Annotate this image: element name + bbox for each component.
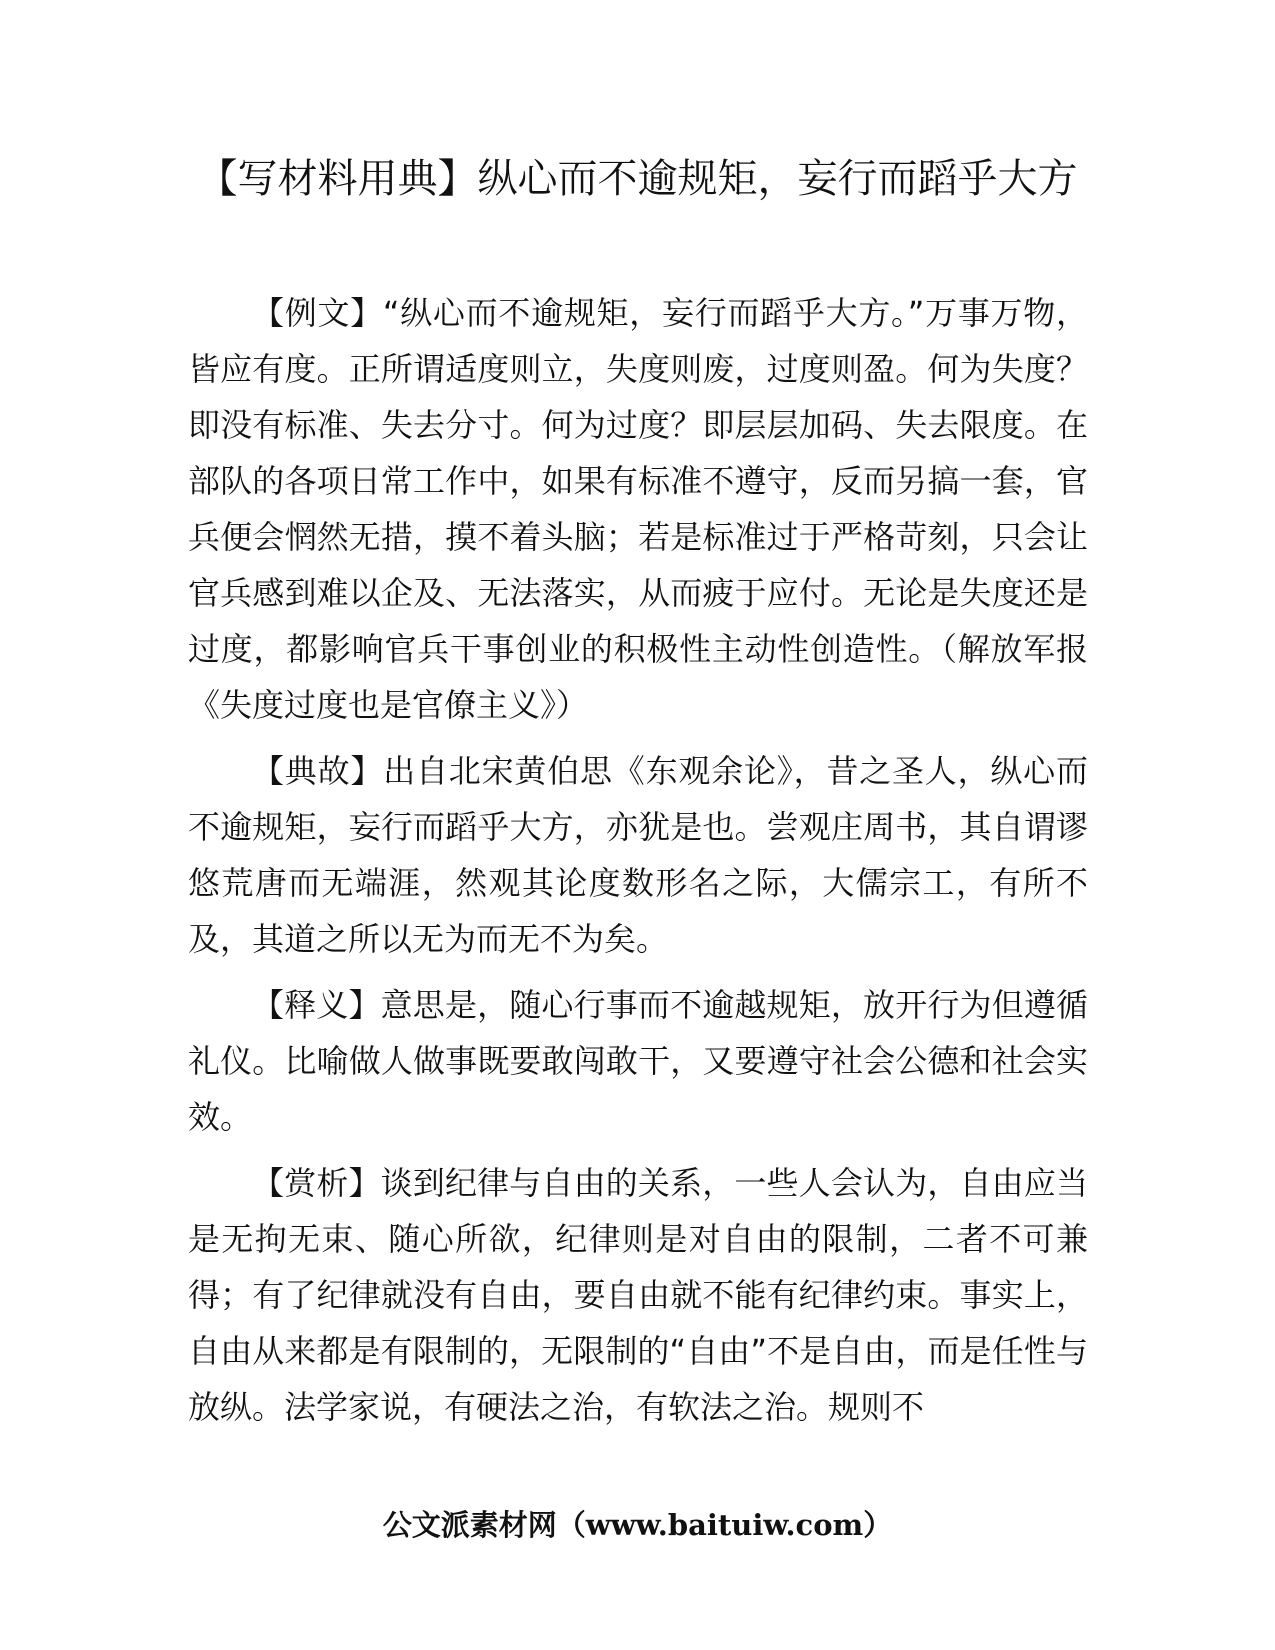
paragraph-allusion: 【典故】出自北宋黄伯思《东观余论》，昔之圣人，纵心而不逾规矩，妄行而蹈乎大方，亦犹是也。尝观庄周书，其自谓谬悠荒唐而无端涯，然观其论度数形名之际，大儒宗工，有所不及，其道之所以无为而无不为矣。 — [188, 752, 1088, 958]
paragraph-meaning: 【释义】意思是，随心行事而不逾越规矩，放开行为但遵循礼仪。比喻做人做事既要敢闯敢干，又要遵守社会公德和社会实效。 — [188, 986, 1088, 1136]
document-body — [188, 285, 1088, 1445]
document-title: 【写材料用典】纵心而不逾规矩，妄行而蹈乎大方 — [197, 156, 1078, 202]
paragraph-appreciation: 【赏析】谈到纪律与自由的关系，一些人会认为，自由应当是无拘无束、随心所欲，纪律则是对自由的限制，二者不可兼得；有了纪律就没有自由，要自由就不能有纪律约束。事实上，自由从来都是有限制的，无限制的“自由”不是自由，而是任性与放纵。法学家说，有硬法之治，有软法之治。规则不 — [188, 1164, 1088, 1426]
page-footer: 公文派素材网（www.baituiw.com） — [382, 1508, 893, 1542]
paragraph-example: 【例文】“纵心而不逾规矩，妄行而蹈乎大方。”万事万物，皆应有度。正所谓适度则立，失度则废，过度则盈。何为失度？即没有标准、失去分寸。何为过度？即层层加码、失去限度。在部队的各项日常工作中，如果有标准不遵守，反而另搞一套，官兵便会惘然无措，摸不着头脑；若是标准过于严格苛刻，只会让官兵感到难以企及、无法落实，从而疲于应付。无论是失度还是过度，都影响官兵干事创业的积极性主动性创造性。（解放军报《失度过度也是官僚主义》） — [188, 294, 1088, 724]
